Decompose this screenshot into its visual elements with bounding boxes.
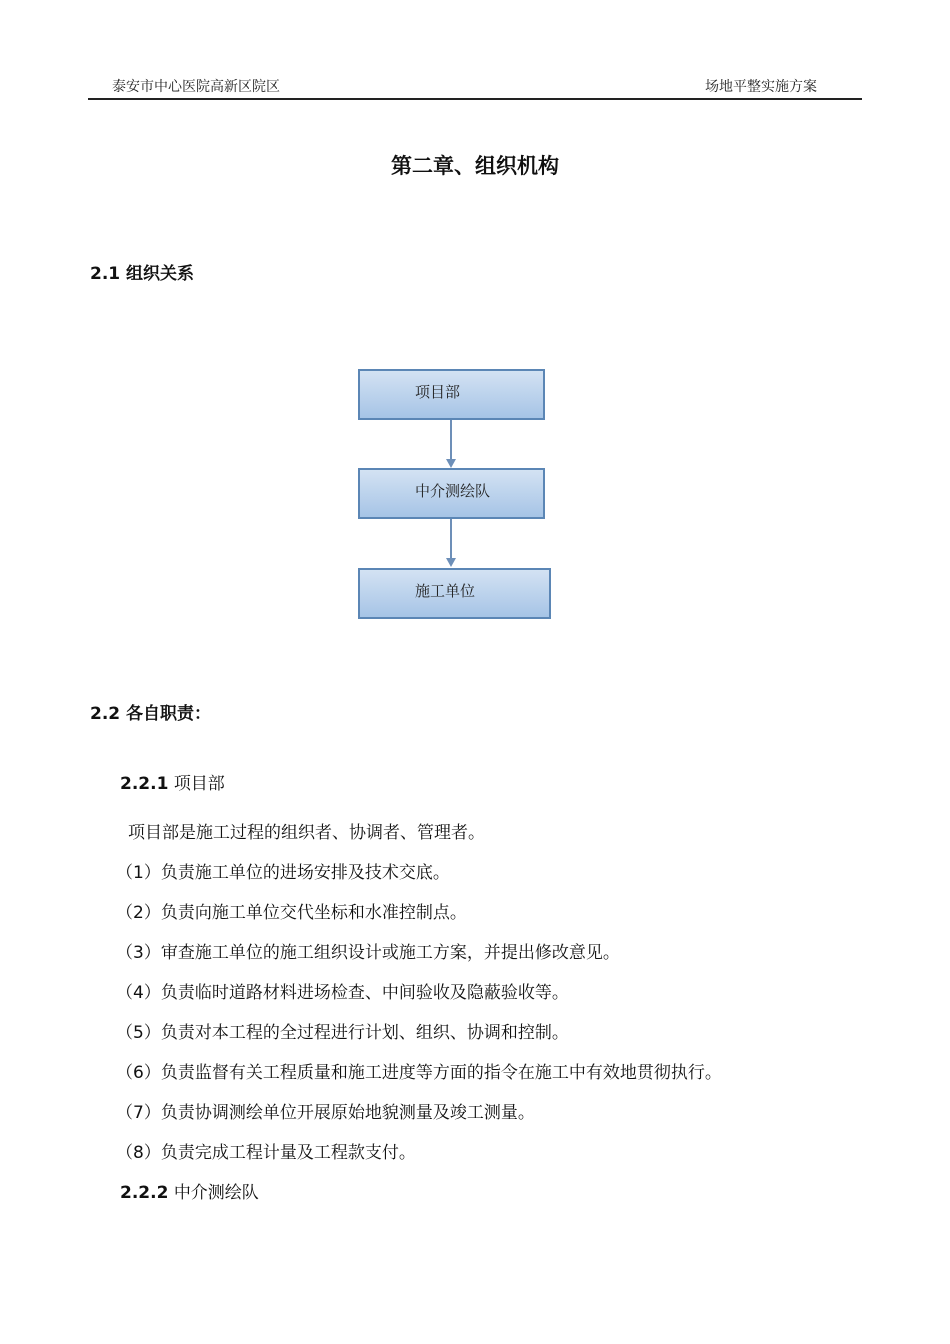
list-item: （7）负责协调测绘单位开展原始地貌测量及竣工测量。 (116, 1103, 535, 1123)
org-node-label: 中介测绘队 (415, 482, 491, 500)
org-node-label: 施工单位 (415, 582, 476, 600)
list-item: （1）负责施工单位的进场安排及技术交底。 (116, 863, 450, 883)
arrow-down-icon (446, 459, 456, 468)
org-node-survey-team (358, 468, 545, 519)
intro-paragraph: 项目部是施工过程的组织者、协调者、管理者。 (128, 823, 485, 843)
subsection-title: 中介测绘队 (173, 1183, 259, 1203)
org-node-project-dept (358, 369, 545, 420)
org-connector-line (450, 519, 452, 559)
chapter-title: 第二章、组织机构 (391, 154, 559, 178)
subsection-2-2-2-heading (120, 1178, 259, 1203)
list-item: （2）负责向施工单位交代坐标和水准控制点。 (116, 903, 467, 923)
org-node-construction-unit (358, 568, 551, 619)
subsection-number: 2.2.2 (120, 1183, 169, 1203)
header-rule (88, 98, 862, 100)
org-connector-line (450, 420, 452, 460)
list-item: （8）负责完成工程计量及工程款支付。 (116, 1143, 416, 1163)
subsection-2-2-1-heading (120, 769, 225, 794)
section-2-2-heading: 2.2 各自职责： (90, 704, 212, 724)
list-item: （3）审查施工单位的施工组织设计或施工方案，并提出修改意见。 (116, 943, 620, 963)
list-item: （4）负责临时道路材料进场检查、中间验收及隐蔽验收等。 (116, 983, 569, 1003)
org-node-label: 项目部 (415, 383, 461, 401)
header-left-text: 泰安市中心医院高新区院区 (112, 79, 280, 95)
subsection-number: 2.2.1 (120, 774, 169, 794)
list-item: （5）负责对本工程的全过程进行计划、组织、协调和控制。 (116, 1023, 569, 1043)
arrow-down-icon (446, 558, 456, 567)
section-2-1-heading: 2.1 组织关系 (90, 264, 195, 284)
header-right-text: 场地平整实施方案 (705, 79, 817, 95)
list-item: （6）负责监督有关工程质量和施工进度等方面的指令在施工中有效地贯彻执行。 (116, 1063, 722, 1083)
subsection-title: 项目部 (173, 774, 225, 794)
